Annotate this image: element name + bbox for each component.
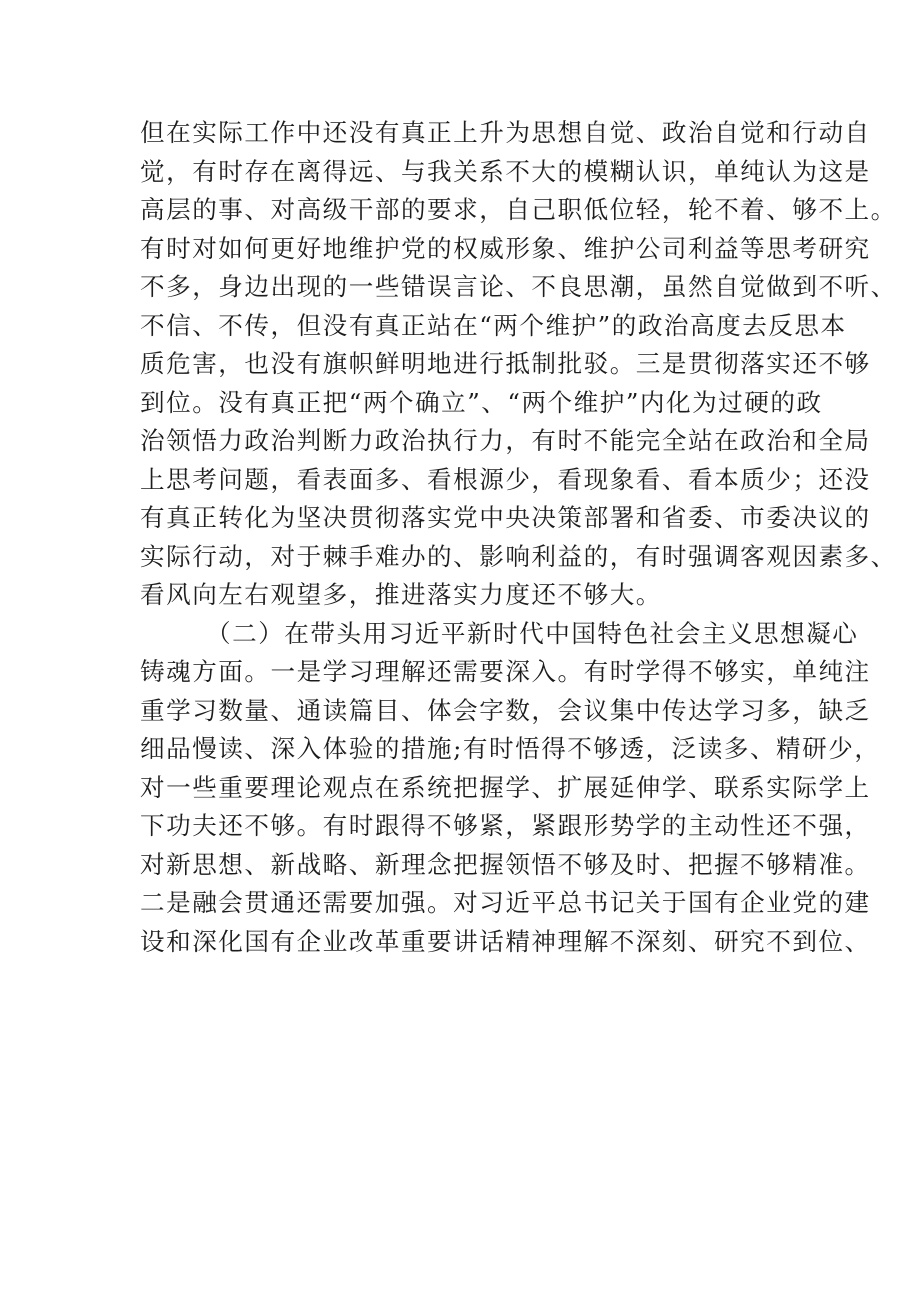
text-line: 上思考问题，看表面多、看根源少，看现象看、看本质少；还没 xyxy=(140,464,871,494)
body-text xyxy=(140,114,897,961)
text-line: 有真正转化为坚决贯彻落实党中央决策部署和省委、市委决议的 xyxy=(140,503,871,532)
text-line: 有时对如何更好地维护党的权威形象、维护公司利益等思考研究 xyxy=(140,233,871,263)
text-line: 高层的事、对高级干部的要求，自己职低位轻，轮不着、够不上。 xyxy=(140,195,897,224)
text-line: 铸魂方面。一是学习理解还需要深入。有时学得不够实，单纯注 xyxy=(140,657,871,686)
text-line: 下功夫还不够。有时跟得不够紧，紧跟形势学的主动性还不强， xyxy=(140,811,871,840)
text-line: 觉，有时存在离得远、与我关系不大的模糊认识，单纯认为这是 xyxy=(140,156,871,186)
text-line: 二是融会贯通还需要加强。对习近平总书记关于国有企业党的建 xyxy=(140,888,871,917)
text-line: 但在实际工作中还没有真正上升为思想自觉、政治自觉和行动自 xyxy=(140,118,871,147)
text-line: 质危害，也没有旗帜鲜明地进行抵制批驳。三是贯彻落实还不够 xyxy=(140,349,871,378)
text-line: 到位。没有真正把“两个确立”、“两个维护”内化为过硬的政 xyxy=(140,387,823,417)
section-heading-line: （二）在带头用习近平新时代中国特色社会主义思想凝心 xyxy=(206,618,859,648)
text-line: 细品慢读、深入体验的措施;有时悟得不够透，泛读多、精研少， xyxy=(140,734,881,763)
text-line: 不多，身边出现的一些错误言论、不良思潮，虽然自觉做到不听、 xyxy=(140,272,897,301)
text-line: 设和深化国有企业改革重要讲话精神理解不深刻、研究不到位、 xyxy=(140,926,871,956)
text-line: 对新思想、新战略、新理念把握领悟不够及时、把握不够精准。 xyxy=(140,849,871,879)
text-line: 不信、不传，但没有真正站在“两个维护”的政治高度去反思本 xyxy=(140,310,847,340)
text-line: 看风向左右观望多，推进落实力度还不够大。 xyxy=(140,580,662,609)
text-line: 治领悟力政治判断力政治执行力，有时不能完全站在政治和全局 xyxy=(140,426,871,455)
text-line: 实际行动，对于棘手难办的、影响利益的，有时强调客观因素多、 xyxy=(140,541,897,571)
text-line: 重学习数量、通读篇目、体会字数，会议集中传达学习多，缺乏 xyxy=(140,695,871,725)
text-line: 对一些重要理论观点在系统把握学、扩展延伸学、联系实际学上 xyxy=(140,772,871,802)
